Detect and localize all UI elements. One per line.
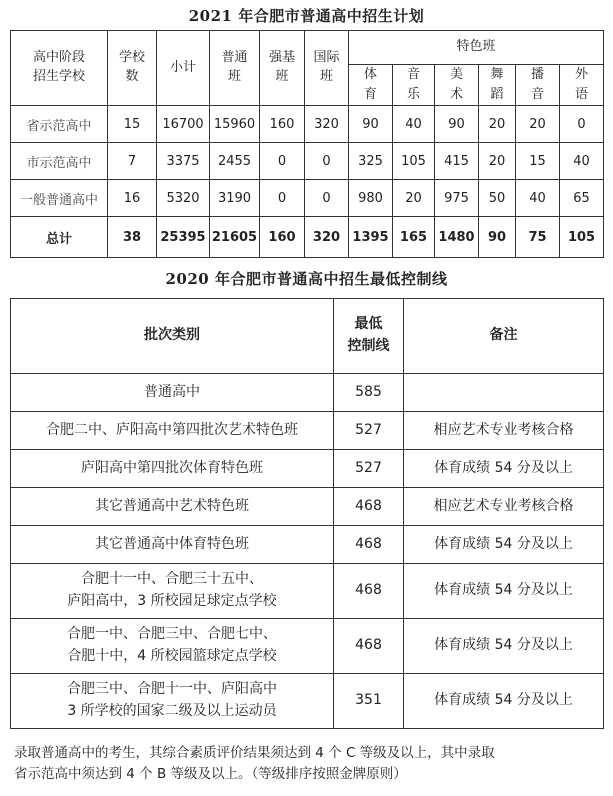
plan-cell: 16700 (157, 106, 210, 143)
plan-cell: 65 (560, 180, 604, 217)
plan-row (11, 106, 604, 143)
plan-cell: 20 (516, 106, 560, 143)
plan-cell: 165 (393, 217, 435, 258)
min-score-cell: 468 (334, 526, 404, 564)
plan-cell: 15960 (210, 106, 260, 143)
header-strong-base-class: 强基 班 (260, 31, 305, 106)
plan-row (11, 180, 604, 217)
cutoff-row (11, 450, 604, 488)
plan-cell: 105 (560, 217, 604, 258)
batch-category-cell: 庐阳高中第四批次体育特色班 (11, 450, 334, 488)
plan-row-label: 市示范高中 (11, 143, 108, 180)
plan-table-title: 2021 年合肥市普通高中招生计划 (188, 7, 425, 25)
header-subtotal: 小计 (157, 31, 210, 106)
remark-cell (404, 374, 604, 412)
plan-cell: 40 (516, 180, 560, 217)
batch-category-cell: 合肥三中、合肥十一中、庐阳高中 3 所学校的国家二级及以上运动员 (11, 674, 334, 729)
batch-category-cell: 其它普通高中体育特色班 (11, 526, 334, 564)
batch-category-cell: 合肥二中、庐阳高中第四批次艺术特色班 (11, 412, 334, 450)
min-score-cell: 468 (334, 488, 404, 526)
plan-cell: 5320 (157, 180, 210, 217)
plan-cell: 21605 (210, 217, 260, 258)
plan-total-row (11, 217, 604, 258)
min-score-cell: 468 (334, 619, 404, 674)
header-music: 音 乐 (393, 65, 435, 106)
plan-cell: 7 (108, 143, 157, 180)
plan-cell: 320 (305, 217, 349, 258)
cutoff-row (11, 526, 604, 564)
plan-cell: 2455 (210, 143, 260, 180)
plan-cell: 0 (560, 106, 604, 143)
batch-category-cell: 合肥十一中、合肥三十五中、 庐阳高中，3 所校园足球定点学校 (11, 564, 334, 619)
remark-cell: 相应艺术专业考核合格 (404, 412, 604, 450)
plan-row-label: 一般普通高中 (11, 180, 108, 217)
remark-cell: 体育成绩 54 分及以上 (404, 526, 604, 564)
plan-cell: 3375 (157, 143, 210, 180)
plan-row-label: 总计 (11, 217, 108, 258)
plan-cell: 25395 (157, 217, 210, 258)
plan-cell: 160 (260, 106, 305, 143)
remark-cell: 相应艺术专业考核合格 (404, 488, 604, 526)
note-line-1: 录取普通高中的考生，其综合素质评价结果须达到 4 个 C 等级及以上，其中录取 (14, 745, 495, 761)
admission-note (14, 743, 606, 785)
plan-header-row (11, 31, 604, 65)
plan-cell: 75 (516, 217, 560, 258)
min-score-cell: 527 (334, 450, 404, 488)
plan-cell: 40 (393, 106, 435, 143)
plan-cell: 415 (435, 143, 479, 180)
batch-category-cell: 其它普通高中艺术特色班 (11, 488, 334, 526)
cutoff-row (11, 488, 604, 526)
plan-cell: 0 (260, 143, 305, 180)
header-special-class-group: 特色班 (349, 31, 604, 65)
cutoff-row (11, 619, 604, 674)
header-sports: 体 育 (349, 65, 393, 106)
cutoff-row (11, 674, 604, 729)
plan-cell: 160 (260, 217, 305, 258)
remark-cell: 体育成绩 54 分及以上 (404, 674, 604, 729)
plan-cell: 16 (108, 180, 157, 217)
cutoff-table-title: 2020 年合肥市普通高中招生最低控制线 (165, 270, 448, 288)
plan-cell: 1480 (435, 217, 479, 258)
cutoff-row (11, 374, 604, 412)
batch-category-cell: 普通高中 (11, 374, 334, 412)
enrollment-plan-table (10, 30, 604, 258)
plan-cell: 90 (479, 217, 516, 258)
min-score-cell: 351 (334, 674, 404, 729)
min-score-table (10, 298, 604, 729)
plan-cell: 1395 (349, 217, 393, 258)
header-min-score: 最低 控制线 (334, 299, 404, 374)
plan-cell: 0 (305, 143, 349, 180)
plan-cell: 20 (479, 106, 516, 143)
header-fine-arts: 美 术 (435, 65, 479, 106)
cutoff-header-row (11, 299, 604, 374)
plan-cell: 20 (393, 180, 435, 217)
cutoff-row (11, 564, 604, 619)
header-school-type: 高中阶段 招生学校 (11, 31, 108, 106)
header-remark: 备注 (404, 299, 604, 374)
plan-row (11, 143, 604, 180)
header-foreign-language: 外 语 (560, 65, 604, 106)
min-score-cell: 468 (334, 564, 404, 619)
header-dance: 舞 蹈 (479, 65, 516, 106)
plan-cell: 3190 (210, 180, 260, 217)
plan-cell: 38 (108, 217, 157, 258)
header-regular-class: 普通 班 (210, 31, 260, 106)
note-line-2: 省示范高中须达到 4 个 B 等级及以上。（等级排序按照金牌原则） (14, 766, 407, 782)
plan-cell: 105 (393, 143, 435, 180)
min-score-cell: 585 (334, 374, 404, 412)
batch-category-cell: 合肥一中、合肥三中、合肥七中、 合肥十中，4 所校园篮球定点学校 (11, 619, 334, 674)
plan-cell: 0 (305, 180, 349, 217)
header-broadcasting: 播 音 (516, 65, 560, 106)
plan-cell: 90 (349, 106, 393, 143)
header-international-class: 国际 班 (305, 31, 349, 106)
header-school-count: 学校 数 (108, 31, 157, 106)
header-batch-category: 批次类别 (11, 299, 334, 374)
plan-row-label: 省示范高中 (11, 106, 108, 143)
plan-cell: 0 (260, 180, 305, 217)
min-score-cell: 527 (334, 412, 404, 450)
plan-cell: 15 (108, 106, 157, 143)
remark-cell: 体育成绩 54 分及以上 (404, 564, 604, 619)
plan-cell: 975 (435, 180, 479, 217)
plan-cell: 20 (479, 143, 516, 180)
plan-cell: 50 (479, 180, 516, 217)
plan-cell: 40 (560, 143, 604, 180)
plan-cell: 90 (435, 106, 479, 143)
plan-cell: 320 (305, 106, 349, 143)
cutoff-row (11, 412, 604, 450)
remark-cell: 体育成绩 54 分及以上 (404, 450, 604, 488)
plan-cell: 15 (516, 143, 560, 180)
plan-cell: 980 (349, 180, 393, 217)
plan-cell: 325 (349, 143, 393, 180)
remark-cell: 体育成绩 54 分及以上 (404, 619, 604, 674)
